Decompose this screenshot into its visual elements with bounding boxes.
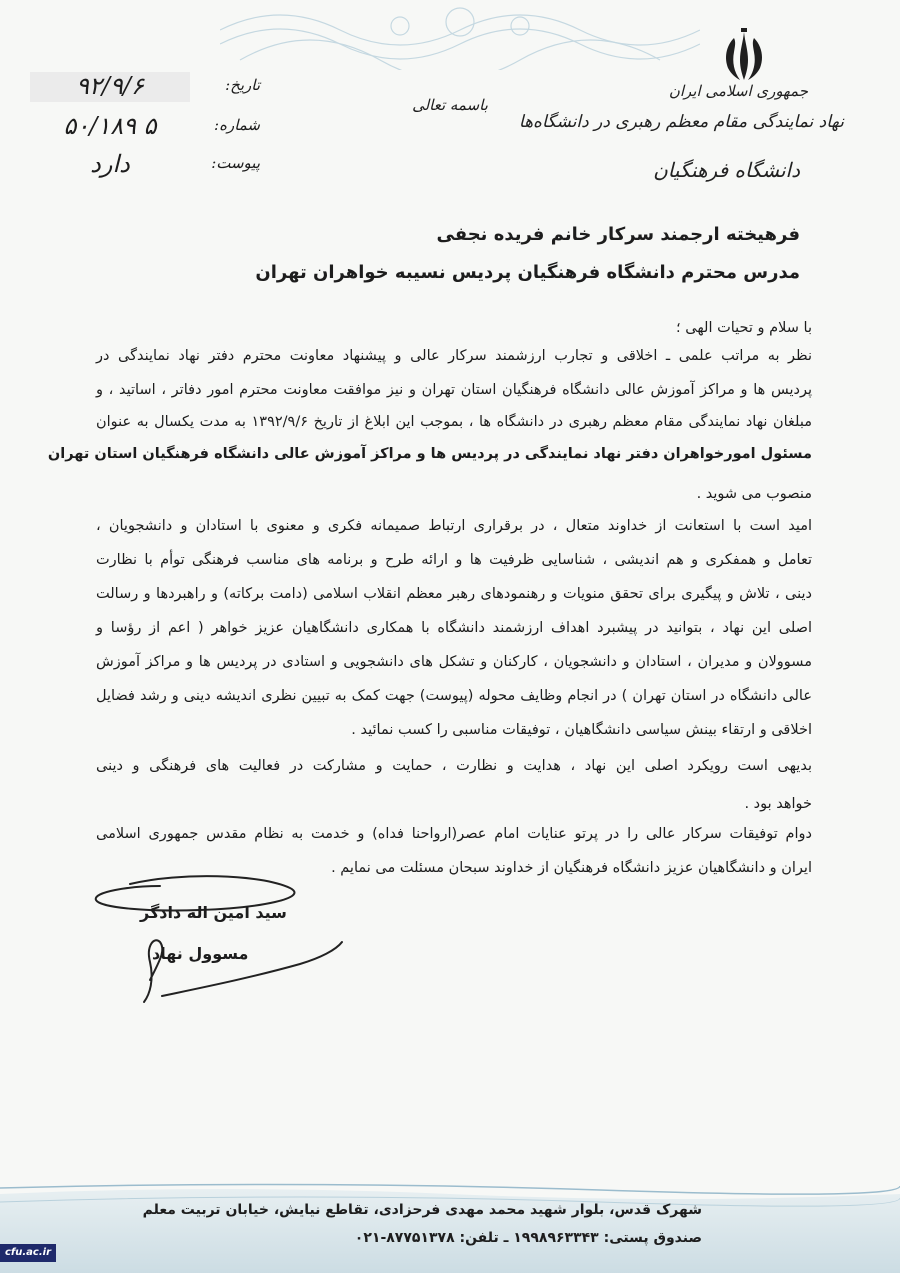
body-line: ایران و دانشگاهیان عزیز دانشگاه فرهنگیان از خداوند سبحان مسئلت می نمایم . [331,860,812,876]
org-line-university: دانشگاه فرهنگیان [653,158,800,182]
basmala: باسمه تعالی [412,96,488,114]
body-line: دوام توفیقات سرکار عالی را در پرتو عنایات امام عصر(ارواحنا فداه) و خدمت به نظام مقدس جمهوری اسلامی [96,826,812,842]
org-line-representation: نهاد نمایندگی مقام معظم رهبری در دانشگاه‌ها [518,112,844,132]
recipient-title: مدرس محترم دانشگاه فرهنگیان پردیس نسیبه خواهران تهران [255,262,800,283]
greeting: با سلام و تحیات الهی ؛ [676,320,812,336]
number-row [30,112,260,144]
site-watermark: cfu.ac.ir [0,1244,56,1262]
body-line: نظر به مراتب علمی ـ اخلاقی و تجارب ارزشمند سرکار عالی و پیشنهاد معاونت محترم دفتر نهاد نمایندگی در [96,348,812,364]
footer-address: شهرک قدس، بلوار شهید محمد مهدی فرحزادی، تقاطع نیایش، خیابان تربیت معلم [142,1202,702,1218]
body-line: خواهد بود . [744,796,812,812]
signature-scribble [90,870,370,1010]
body-line: تعامل و همفکری و هم اندیشی ، شناسایی ظرفیت ها و ارائه طرح و برنامه های مناسب فرهنگی توأم با نظارت [96,552,812,568]
date-value: ۹۲/۹/۶ [76,72,144,100]
attachment-value: دارد [90,150,130,178]
body-line: اخلاقی و ارتقاء بینش سیاسی دانشگاهیان ، توفیقات مناسبی را کسب نمائید . [351,722,812,738]
body-line: بدیهی است رویکرد اصلی این نهاد ، هدایت و نظارت ، حمایت و مشارکت در فعالیت های فرهنگی و دینی [96,758,812,774]
signatory-name: سید امین اله دادگر [140,903,287,922]
date-label: تاریخ: [225,76,260,94]
iran-emblem-icon [716,28,772,84]
attachment-label: پیوست: [211,154,260,172]
body-line: منصوب می شوید . [696,486,812,502]
number-value: ۵۰/۱۸۹ ۵ [63,112,157,140]
org-line-republic: جمهوری اسلامی ایران [668,82,808,100]
body-line: امید است با استعانت از خداوند متعال ، در برقراری ارتباط صمیمانه فکری و معنوی با استادان و دانشجویان ، [96,518,812,534]
body-line-appointment: مسئول امورخواهران دفتر نهاد نمایندگی در پردیس ها و مراکز آموزش عالی دانشگاه فرهنگیان استان تهران [47,446,812,462]
body-line: پردیس ها و مراکز آموزش عالی دانشگاه فرهنگیان استان تهران و نیز موافقت معاونت محترم امور دفاتر ، اساتید ، و [96,382,812,398]
signatory-role: مسوول نهاد [152,944,249,963]
bottom-ornament [0,1180,900,1273]
top-ornament [220,0,700,70]
attachment-row [30,150,260,182]
recipient-name: فرهیخته ارجمند سرکار خانم فریده نجفی [436,224,800,245]
body-line: مسوولان و مدیران ، استادان و دانشجویان ، کارکنان و تشکل های دانشجویی و استادی در پردیس ها و مراکز آموزش [96,654,812,670]
body-line: اصلی این نهاد ، بتوانید در پیشبرد اهداف ارزشمند دانشگاه با همکاری دانشگاهیان عزیز خواهر ( اعم از رؤسا و [96,620,812,636]
date-row [30,72,260,104]
body-line: عالی دانشگاه در استان تهران ) در انجام وظایف محوله (پیوست) جهت کمک به تبیین نظری اندیشه دینی و رشد فضایل [96,688,812,704]
footer-contact: صندوق پستی: ۱۹۹۸۹۶۳۳۴۳ ـ تلفن: ۸۷۷۵۱۳۷۸-۰۲۱ [354,1230,702,1246]
body-line: مبلغان نهاد نمایندگی مقام معظم رهبری در دانشگاه ها ، بموجب این ابلاغ از تاریخ ۱۳۹۲/۹/۶ به مدت یکسال به عنوان [96,414,812,430]
body-line: دینی ، تلاش و پیگیری برای تحقق منویات و رهنمودهای رهبر معظم انقلاب اسلامی (دامت برکاته) و راهبردها و رسالت [96,586,812,602]
number-label: شماره: [214,116,260,134]
